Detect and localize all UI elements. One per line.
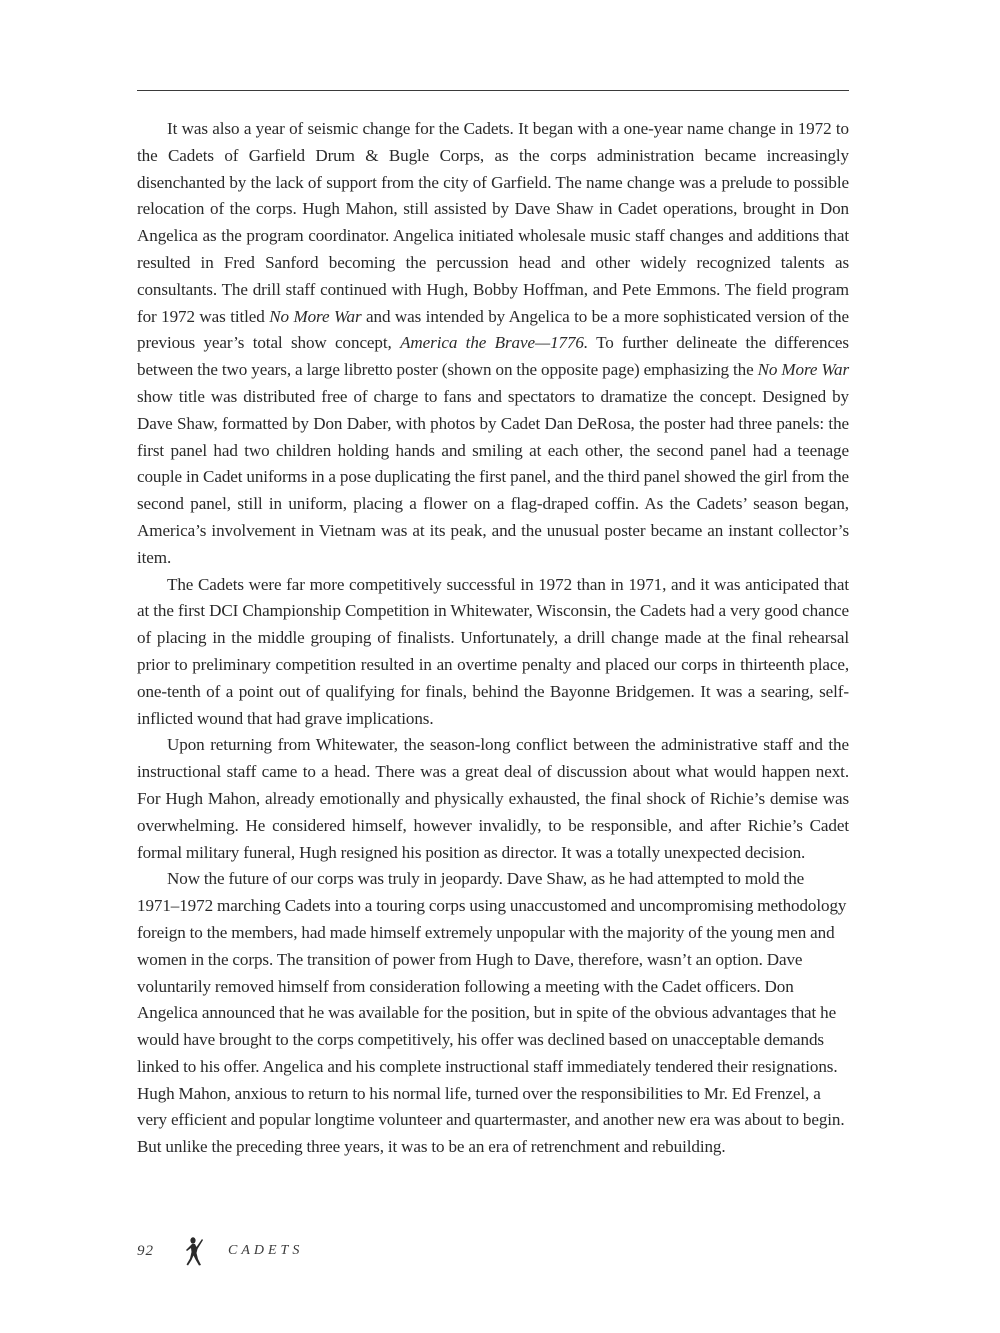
italic-title-run: No More War [269, 306, 362, 326]
text-run: It was also a year of seismic change for the Cadets. It began with a one-year name change in 1972 to the Cadets of Garfield Drum & Bugle Corps, as the corps administration became increasingly disenchanted by the lack of support from the city of Garfield. The name change was a prelude to possible relocation of the corps. Hugh Mahon, still assisted by Dave Shaw in Cadet operations, brought in Don Angelica as the program coordinator. Angelica initiated wholesale music staff changes and additions that resulted in Fred Sanford becoming the percussion head and other widely recognized talents as consultants. The drill staff continued with Hugh, Bobby Hoffman, and Pete Emmons. The field program for 1972 was titled [137, 119, 849, 326]
paragraph-1 [137, 116, 849, 572]
body-text [137, 116, 849, 1161]
drum-major-silhouette-icon [184, 1236, 206, 1266]
text-run: To further delineate the differences between the two years, a large libretto poster (shown on the opposite page) emphasizing the [137, 333, 849, 380]
paragraph-2 [137, 572, 849, 733]
italic-title-run: America the Brave—1776. [400, 333, 589, 353]
paragraph-3 [137, 732, 849, 866]
page-footer [137, 1236, 303, 1266]
text-run: Now the future of our corps was truly in jeopardy. Dave Shaw, as he had attempted to mold the 1971–1972 marching Cadets into a touring corps using unaccustomed and uncompromising methodology foreign to the members, had made himself extremely unpopular with the majority of the young men and women in the corps. The transition of power from Hugh to Dave, therefore, wasn’t an option. Dave voluntarily removed himself from consideration following a meeting with the Cadet officers. Don Angelica announced that he was available for the position, but in spite of the obvious advantages that he would have brought to the corps competitively, his offer was declined based on unacceptable demands linked to his offer. Angelica and his complete instructional staff immediately tendered their resignations. Hugh Mahon, anxious to return to his normal life, turned over the responsibilities to Mr. Ed Frenzel, a very efficient and popular longtime volunteer and quartermaster, and another new era was about to begin. But unlike the preceding three years, it was to be an era of retrenchment and rebuilding. [137, 869, 847, 1157]
running-title: CADETS [228, 1243, 304, 1258]
header-rule [137, 90, 849, 91]
text-run: show title was distributed free of charge to fans and spectators to dramatize the concept. Designed by Dave Shaw, formatted by Don Daber, with photos by Cadet Dan DeRosa, the poster had three panels: the first panel had two children holding hands and smiling at each other, the second panel had a teenage couple in Cadet uniforms in a pose duplicating the first panel, and the third panel showed the girl from the second panel, still in uniform, placing a flower on a flag-draped coffin. As the Cadets’ season began, America’s involvement in Vietnam was at its peak, and the unusual poster became an instant collector’s item. [137, 386, 849, 567]
paragraph-4 [137, 866, 849, 1161]
text-run: and was intended by Angelica to be a more sophisticated version of the previous year’s total show concept, [137, 306, 849, 353]
italic-title-run: No More War [757, 360, 849, 380]
text-run: The Cadets were far more competitively successful in 1972 than in 1971, and it was anticipated that at the first DCI Championship Competition in Whitewater, Wisconsin, the Cadets had a very good chance of placing in the middle grouping of finalists. Unfortunately, a drill change made at the final rehearsal prior to preliminary competition resulted in an overtime penalty and placed our corps in thirteenth place, one-tenth of a point out of qualifying for finals, behind the Bayonne Bridgemen. It was a searing, self-inflicted wound that had grave implications. [137, 574, 849, 728]
text-run: Upon returning from Whitewater, the season-long conflict between the administrative staff and the instructional staff came to a head. There was a great deal of discussion about what would happen next. For Hugh Mahon, already emotionally and physically exhausted, the final shock of Richie’s demise was overwhelming. He considered himself, however invalidly, to be responsible, and after Richie’s Cadet formal military funeral, Hugh resigned his position as director. It was a totally unexpected decision. [137, 735, 849, 862]
page-number: 92 [137, 1242, 154, 1259]
